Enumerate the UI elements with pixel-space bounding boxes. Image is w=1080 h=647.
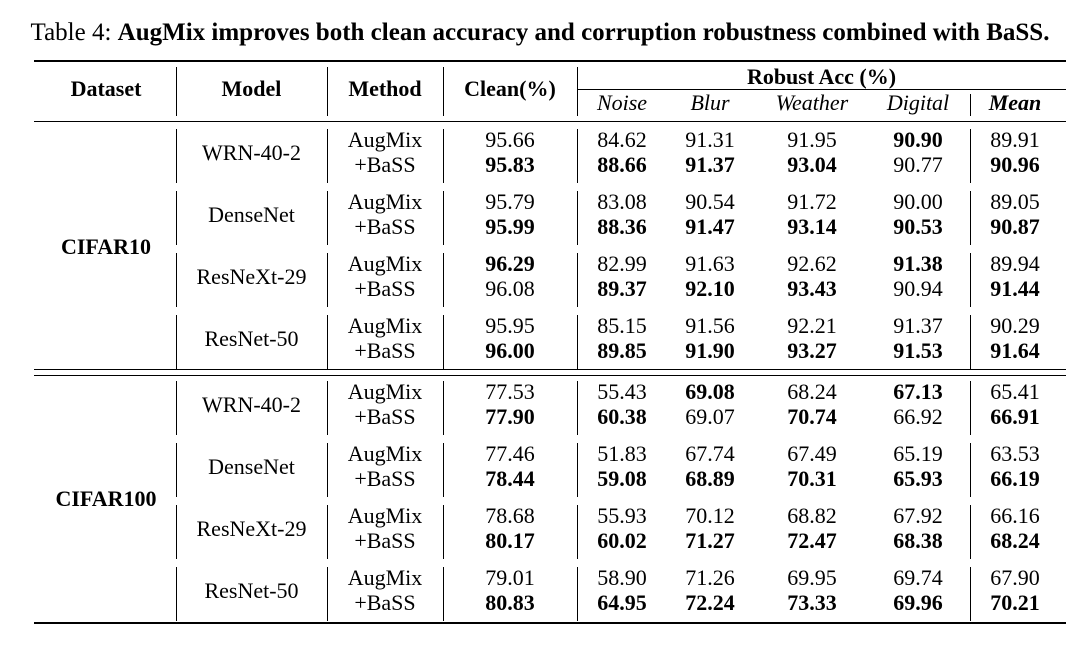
table-cell-weather: 68.82	[787, 503, 837, 528]
table-cell-weather: 73.33	[787, 590, 837, 615]
dataset-label: CIFAR10	[60, 234, 152, 259]
table-cell-mean: 90.96	[990, 152, 1040, 177]
table-cell-mean: 89.94	[990, 251, 1040, 276]
table-cell-clean: 78.68	[485, 503, 535, 528]
table-cell-weather: 93.27	[787, 338, 837, 363]
table-cell-digital: 65.19	[893, 441, 943, 466]
column-separator	[577, 129, 578, 183]
method-label: AugMix	[347, 441, 423, 466]
table-cell-digital: 91.37	[893, 313, 943, 338]
top-rule	[34, 60, 1066, 62]
header-sep-dataset	[176, 67, 177, 116]
header-sep-mean	[970, 94, 971, 116]
column-separator	[970, 191, 971, 245]
table-cell-digital: 90.00	[893, 189, 943, 214]
group-rule-2	[34, 375, 1066, 376]
table-cell-clean: 78.44	[485, 466, 535, 491]
table-cell-mean: 63.53	[990, 441, 1040, 466]
table-cell-mean: 89.91	[990, 127, 1040, 152]
column-separator	[577, 253, 578, 307]
model-name: WRN-40-2	[202, 392, 301, 417]
table-caption	[0, 18, 1080, 48]
model-name: WRN-40-2	[202, 140, 301, 165]
method-label: AugMix	[347, 189, 423, 214]
table-cell-mean: 66.91	[990, 404, 1040, 429]
table-cell-digital: 69.74	[893, 565, 943, 590]
column-separator	[970, 315, 971, 369]
table-cell-mean: 67.90	[990, 565, 1040, 590]
column-separator	[577, 191, 578, 245]
method-label: AugMix	[347, 127, 423, 152]
table-cell-blur: 71.27	[685, 528, 735, 553]
model-name: ResNet-50	[204, 326, 299, 351]
table-cell-weather: 70.31	[787, 466, 837, 491]
column-separator	[577, 443, 578, 497]
table-cell-blur: 91.56	[685, 313, 735, 338]
table-cell-blur: 91.37	[685, 152, 735, 177]
table-cell-clean: 95.79	[485, 189, 535, 214]
method-label: +BaSS	[354, 214, 416, 239]
robust-header-rule	[577, 89, 1066, 90]
header-sep-model	[327, 67, 328, 116]
dataset-label: CIFAR100	[55, 486, 157, 511]
table-cell-digital: 91.38	[893, 251, 943, 276]
table-cell-blur: 69.07	[685, 404, 735, 429]
table-cell-clean: 95.95	[485, 313, 535, 338]
method-label: AugMix	[347, 251, 423, 276]
table-cell-weather: 72.47	[787, 528, 837, 553]
table-cell-digital: 68.38	[893, 528, 943, 553]
table-cell-blur: 72.24	[685, 590, 735, 615]
method-label: +BaSS	[354, 466, 416, 491]
table-cell-weather: 92.62	[787, 251, 837, 276]
caption-prefix: Table 4:	[30, 19, 118, 46]
table-cell-clean: 95.99	[485, 214, 535, 239]
table-cell-noise: 60.02	[597, 528, 647, 553]
table-cell-clean: 77.53	[485, 379, 535, 404]
table-cell-blur: 92.10	[685, 276, 735, 301]
table-cell-noise: 51.83	[597, 441, 647, 466]
table-cell-noise: 60.38	[597, 404, 647, 429]
table-cell-weather: 93.43	[787, 276, 837, 301]
table-cell-noise: 55.43	[597, 379, 647, 404]
method-label: +BaSS	[354, 276, 416, 301]
method-label: +BaSS	[354, 338, 416, 363]
table-cell-blur: 69.08	[685, 379, 735, 404]
table-cell-blur: 68.89	[685, 466, 735, 491]
model-name: DenseNet	[208, 202, 295, 227]
table-cell-clean: 80.83	[485, 590, 535, 615]
header-robust-acc: Robust Acc (%)	[746, 64, 897, 89]
method-label: +BaSS	[354, 590, 416, 615]
header-rule	[34, 121, 1066, 122]
table-cell-clean: 96.00	[485, 338, 535, 363]
model-name: ResNeXt-29	[196, 264, 307, 289]
column-separator	[577, 315, 578, 369]
table-cell-clean: 80.17	[485, 528, 535, 553]
table-cell-clean: 95.66	[485, 127, 535, 152]
table-cell-blur: 90.54	[685, 189, 735, 214]
header-method: Method	[348, 76, 422, 101]
table-cell-weather: 68.24	[787, 379, 837, 404]
header-dataset: Dataset	[70, 76, 142, 101]
table-cell-noise: 82.99	[597, 251, 647, 276]
table-cell-weather: 91.95	[787, 127, 837, 152]
table-cell-blur: 70.12	[685, 503, 735, 528]
table-cell-blur: 91.63	[685, 251, 735, 276]
model-name: ResNet-50	[204, 578, 299, 603]
table-cell-blur: 67.74	[685, 441, 735, 466]
header-clean: Clean(%)	[464, 76, 556, 101]
table-cell-digital: 90.94	[893, 276, 943, 301]
method-label: AugMix	[347, 379, 423, 404]
table-cell-noise: 88.36	[597, 214, 647, 239]
table-cell-digital: 90.90	[893, 127, 943, 152]
table-cell-digital: 65.93	[893, 466, 943, 491]
table-cell-digital: 67.92	[893, 503, 943, 528]
method-label: AugMix	[347, 565, 423, 590]
group-rule-1	[34, 369, 1066, 370]
table-cell-clean: 96.29	[485, 251, 535, 276]
table-cell-noise: 84.62	[597, 127, 647, 152]
method-label: AugMix	[347, 503, 423, 528]
table-cell-blur: 91.31	[685, 127, 735, 152]
column-separator	[970, 505, 971, 559]
column-separator	[970, 381, 971, 435]
header-digital: Digital	[886, 90, 950, 115]
table-cell-noise: 85.15	[597, 313, 647, 338]
method-label: +BaSS	[354, 152, 416, 177]
header-noise: Noise	[596, 90, 648, 115]
column-separator	[970, 567, 971, 621]
table-cell-weather: 93.04	[787, 152, 837, 177]
table-cell-noise: 55.93	[597, 503, 647, 528]
table-cell-noise: 59.08	[597, 466, 647, 491]
table-cell-digital: 90.53	[893, 214, 943, 239]
table-cell-weather: 70.74	[787, 404, 837, 429]
table-cell-clean: 96.08	[485, 276, 535, 301]
table-cell-weather: 67.49	[787, 441, 837, 466]
table-cell-blur: 91.90	[685, 338, 735, 363]
table-cell-digital: 91.53	[893, 338, 943, 363]
method-label: +BaSS	[354, 404, 416, 429]
table-cell-noise: 89.37	[597, 276, 647, 301]
table-cell-mean: 66.19	[990, 466, 1040, 491]
model-name: DenseNet	[208, 454, 295, 479]
table-cell-mean: 91.64	[990, 338, 1040, 363]
model-name: ResNeXt-29	[196, 516, 307, 541]
table-cell-noise: 83.08	[597, 189, 647, 214]
table-cell-mean: 90.87	[990, 214, 1040, 239]
table-cell-mean: 90.29	[990, 313, 1040, 338]
table-cell-clean: 77.46	[485, 441, 535, 466]
table-cell-digital: 90.77	[893, 152, 943, 177]
table-cell-blur: 71.26	[685, 565, 735, 590]
table-cell-clean: 77.90	[485, 404, 535, 429]
method-label: +BaSS	[354, 528, 416, 553]
header-weather: Weather	[775, 90, 849, 115]
table-cell-mean: 70.21	[990, 590, 1040, 615]
table-cell-noise: 88.66	[597, 152, 647, 177]
table-cell-weather: 92.21	[787, 313, 837, 338]
table-cell-mean: 66.16	[990, 503, 1040, 528]
table-cell-noise: 89.85	[597, 338, 647, 363]
column-separator	[577, 567, 578, 621]
caption-text: AugMix improves both clean accuracy and corruption robustness combined with BaSS.	[117, 19, 1050, 46]
table-cell-clean: 95.83	[485, 152, 535, 177]
table-cell-noise: 58.90	[597, 565, 647, 590]
column-separator	[970, 129, 971, 183]
table-cell-digital: 66.92	[893, 404, 943, 429]
header-blur: Blur	[690, 90, 730, 115]
table-cell-mean: 91.44	[990, 276, 1040, 301]
table-cell-clean: 79.01	[485, 565, 535, 590]
table-cell-mean: 89.05	[990, 189, 1040, 214]
table-cell-mean: 65.41	[990, 379, 1040, 404]
header-sep-method	[443, 67, 444, 116]
header-model: Model	[221, 76, 282, 101]
bottom-rule	[34, 622, 1066, 624]
table-cell-noise: 64.95	[597, 590, 647, 615]
table-cell-blur: 91.47	[685, 214, 735, 239]
header-sep-clean	[577, 67, 578, 116]
column-separator	[577, 505, 578, 559]
table-cell-digital: 69.96	[893, 590, 943, 615]
table-cell-digital: 67.13	[893, 379, 943, 404]
table-cell-mean: 68.24	[990, 528, 1040, 553]
table-cell-weather: 91.72	[787, 189, 837, 214]
column-separator	[970, 253, 971, 307]
column-separator	[577, 381, 578, 435]
table-cell-weather: 69.95	[787, 565, 837, 590]
table-cell-weather: 93.14	[787, 214, 837, 239]
column-separator	[970, 443, 971, 497]
header-mean: Mean	[988, 90, 1042, 115]
method-label: AugMix	[347, 313, 423, 338]
